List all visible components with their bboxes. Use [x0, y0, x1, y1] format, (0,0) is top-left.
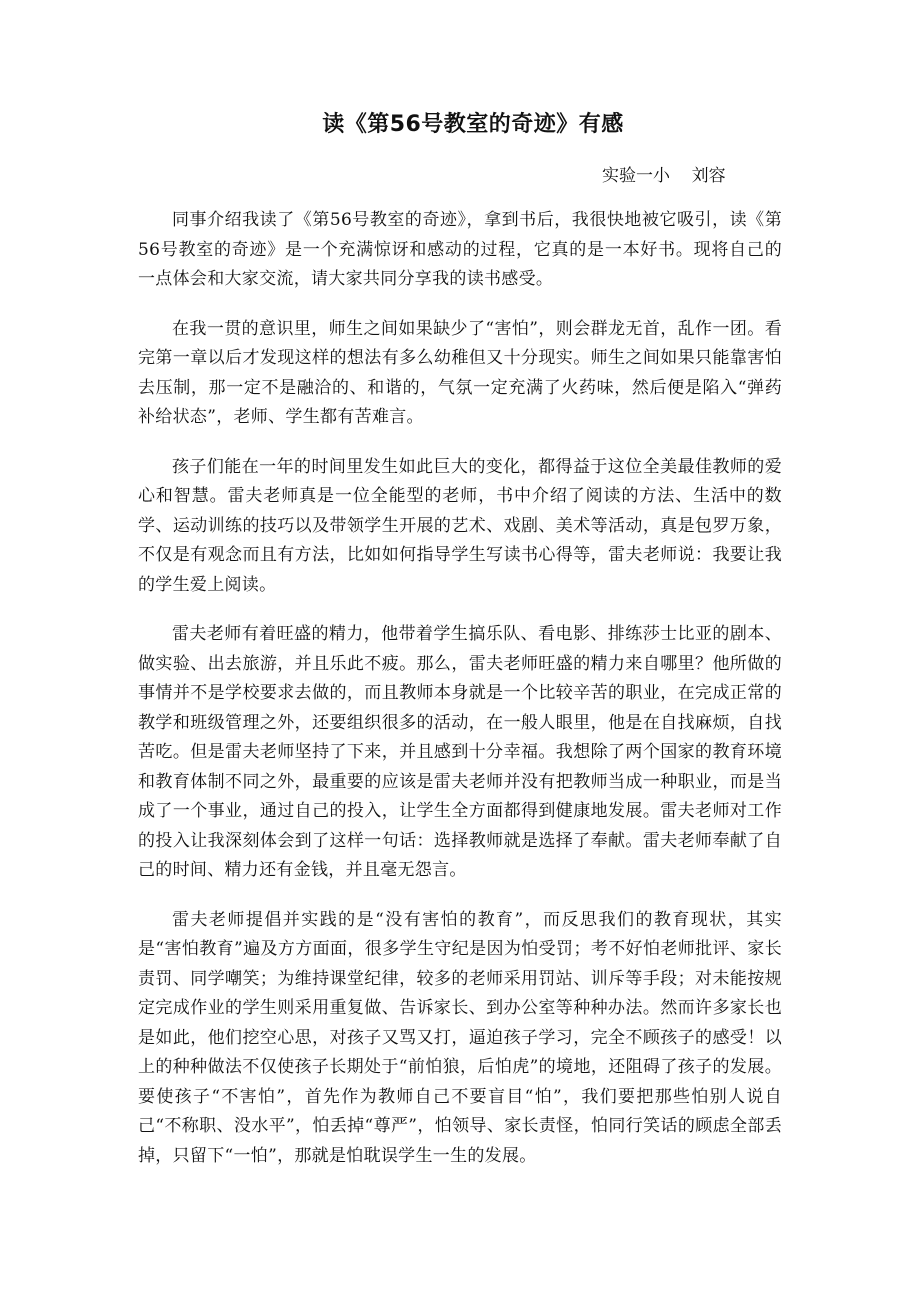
paragraph: 在我一贯的意识里，师生之间如果缺少了“害怕”，则会群龙无首，乱作一团。看完第一章以后才发现这样的想法有多么幼稚但又十分现实。师生之间如果只能靠害怕去压制，那一定不是融洽的、和谐的，气氛一定充满了火药味，然后便是陷入“弹药补给状态”，老师、学生都有苦难言。 — [138, 318, 782, 427]
paragraph: 雷夫老师提倡并实践的是“没有害怕的教育”，而反思我们的教育现状，其实是“害怕教育”遍及方方面面，很多学生守纪是因为怕受罚；考不好怕老师批评、家长责罚、同学嘲笑；为维持课堂纪律，较多的老师采用罚站、训斥等手段；对未能按规定完成作业的学生则采用重复做、告诉家长、到办公室等种种办法。然而许多家长也是如此，他们挖空心思，对孩子又骂又打，逼迫孩子学习，完全不顾孩子的感受！以上的种种做法不仅使孩子长期处于“前怕狼，后怕虎”的境地，还阻碍了孩子的发展。要使孩子“不害怕”，首先作为教师自己不要盲目“怕”，我们要把那些怕别人说自己“不称职、没水平”，怕丢掉“尊严”，怕领导、家长责怪，怕同行笑话的顾虑全部丢掉，只留下“一怕”，那就是怕耽误学生一生的发展。 — [138, 909, 782, 1166]
paragraph: 同事介绍我读了《第56号教室的奇迹》，拿到书后，我很快地被它吸引，读《第56号教室的奇迹》是一个充满惊讶和感动的过程，它真的是一本好书。现将自己的一点体会和大家交流，请大家共同分享我的读书感受。 — [138, 210, 782, 289]
page-title: 读《第56号教室的奇迹》有感 — [322, 112, 624, 137]
article-body — [138, 206, 782, 1191]
paragraph: 雷夫老师有着旺盛的精力，他带着学生搞乐队、看电影、排练莎士比亚的剧本、做实验、出去旅游，并且乐此不疲。那么，雷夫老师旺盛的精力来自哪里？他所做的事情并不是学校要求去做的，而且教师本身就是一个比较辛苦的职业，在完成正常的教学和班级管理之外，还要组织很多的活动，在一般人眼里，他是在自找麻烦，自找苦吃。但是雷夫老师坚持了下来，并且感到十分幸福。我想除了两个国家的教育环境和教育体制不同之外，最重要的应该是雷夫老师并没有把教师当成一种职业，而是当成了一个事业，通过自己的投入，让学生全方面都得到健康地发展。雷夫老师对工作的投入让我深刻体会到了这样一句话：选择教师就是选择了奉献。雷夫老师奉献了自己的时间、精力还有金钱，并且毫无怨言。 — [138, 624, 782, 880]
paragraph: 孩子们能在一年的时间里发生如此巨大的变化，都得益于这位全美最佳教师的爱心和智慧。雷夫老师真是一位全能型的老师，书中介绍了阅读的方法、生活中的数学、运动训练的技巧以及带领学生开展的艺术、戏剧、美术等活动，真是包罗万象，不仅是有观念而且有方法，比如如何指导学生写读书心得等，雷夫老师说：我要让我的学生爱上阅读。 — [138, 456, 782, 595]
author-line: 实验一小 刘容 — [602, 166, 726, 186]
